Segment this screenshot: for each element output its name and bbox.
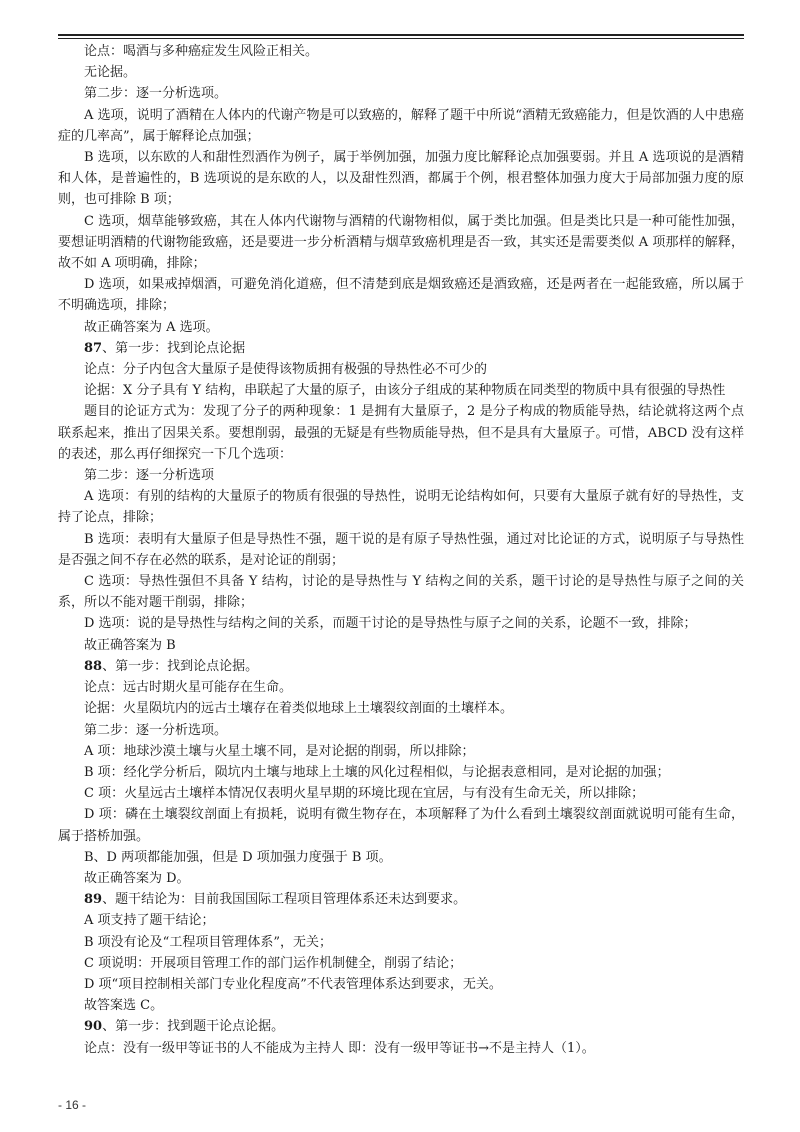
paragraph-text: D 选项：说的是导热性与结构之间的关系，而题干讨论的是导热性与原子之间的关系，论题不一致，排除； <box>84 616 697 632</box>
paragraph <box>58 741 744 762</box>
paragraph-text: 故正确答案为 B <box>84 637 176 653</box>
paragraph-text: 、第一步：找到论点论据。 <box>102 658 259 674</box>
paragraph-text: 第二步：逐一分析选项。 <box>84 722 228 738</box>
paragraph-text: 论点：分子内包含大量原子是使得该物质拥有极强的导热性必不可少的 <box>84 362 488 378</box>
paragraph <box>58 847 744 868</box>
paragraph-text: 论据：X 分子具有 Y 结构，串联起了大量的原子，由该分子组成的某种物质在同类型的物质中具有很强的导热性 <box>84 383 726 399</box>
paragraph <box>58 105 744 147</box>
paragraph <box>58 656 744 677</box>
paragraph-text: 论点：没有一级甲等证书的人不能成为主持人 即：没有一级甲等证书→不是主持人（1）。 <box>84 1040 595 1056</box>
paragraph <box>58 1016 744 1037</box>
question-number: 90 <box>84 1019 103 1035</box>
paragraph-text: 故答案选 C。 <box>84 998 164 1014</box>
paragraph <box>58 698 744 719</box>
header-rule-thick <box>58 34 744 36</box>
paragraph-text: C 选项：导热性强但不具备 Y 结构，讨论的是导热性与 Y 结构之间的关系，题干讨论的是导热性与原子之间的关系，所以不能对题干削弱，排除； <box>58 574 744 611</box>
paragraph <box>58 380 744 401</box>
paragraph-text: 题目的论证方式为：发现了分子的两种现象：1 是拥有大量原子，2 是分子构成的物质能导热，结论就将这两个点联系起来，推出了因果关系。要想削弱，最强的无疑是有些物质能导热，但不是具有大量原子。可惜，ABCD 没有这样的表述，那么再仔细探究一下几个选项： <box>58 404 744 462</box>
paragraph <box>58 359 744 380</box>
question-number: 87 <box>84 340 103 356</box>
paragraph <box>58 83 744 104</box>
paragraph-text: B 选项，以东欧的人和甜性烈酒作为例子，属于举例加强，加强力度比解释论点加强要弱。并且 A 选项说的是酒精和人体，是普遍性的，B 选项说的是东欧的人，以及甜性烈酒，都属于个例，根君整体加强力度大于局部加强力度的原则，也可排除 B 项； <box>58 150 744 208</box>
paragraph <box>58 317 744 338</box>
paragraph-text: C 选项，烟草能够致癌，其在人体内代谢物与酒精的代谢物相似，属于类比加强。但是类比只是一种可能性加强，要想证明酒精的代谢物能致癌，还是要进一步分析酒精与烟草致癌机理是否一致，其实还是需要类似 A 项那样的解释，故不如 A 项明确，排除； <box>58 213 744 272</box>
paragraph <box>58 932 744 953</box>
paragraph-text: A 选项：有别的结构的大量原子的物质有很强的导热性，说明无论结构如何，只要有大量原子就有好的导热性，支持了论点，排除； <box>58 489 744 526</box>
paragraph <box>58 613 744 634</box>
paragraph <box>58 868 744 889</box>
header-rule-thin <box>58 38 744 39</box>
paragraph-text: 论据：火星陨坑内的远古土壤存在着类似地球上土壤裂纹剖面的土壤样本。 <box>84 701 514 717</box>
paragraph-text: B、D 两项都能加强，但是 D 项加强力度强于 B 项。 <box>84 849 392 865</box>
paragraph <box>58 338 744 359</box>
paragraph-text: 无论据。 <box>84 65 137 81</box>
paragraph <box>58 762 744 783</box>
paragraph <box>58 274 744 316</box>
question-number: 89 <box>84 892 103 908</box>
paragraph <box>58 804 744 846</box>
paragraph-text: C 项：火星远古土壤样本情况仅表明火星早期的环境比现在宜居，与有没有生命无关，所以排除； <box>84 786 645 802</box>
paragraph <box>58 211 744 275</box>
paragraph <box>58 401 744 465</box>
paragraph <box>58 571 744 613</box>
paragraph-text: 、题干结论为：目前我国国际工程项目管理体系还未达到要求。 <box>102 892 467 908</box>
paragraph-text: B 选项：表明有大量原子但是导热性不强，题干说的是有原子导热性强，通过对比论证的方式，说明原子与导热性是否强之间不存在必然的联系，是对论证的削弱； <box>58 531 744 568</box>
paragraph-text: 、第一步：找到论点论据 <box>102 340 246 356</box>
paragraph <box>58 910 744 931</box>
paragraph-text: 第二步：逐一分析选项 <box>84 468 215 484</box>
question-number: 88 <box>84 658 103 674</box>
paragraph <box>58 41 744 62</box>
paragraph-text: B 项没有论及“工程项目管理体系”，无关； <box>84 934 332 950</box>
paragraph <box>58 635 744 656</box>
paragraph <box>58 974 744 995</box>
paragraph <box>58 529 744 571</box>
paragraph-text: D 选项，如果戒掉烟酒，可避免消化道癌，但不清楚到底是烟致癌还是酒致癌，还是两者在一起能致癌，所以属于不明确选项，排除； <box>58 277 744 314</box>
paragraph-text: C 项说明：开展项目管理工作的部门运作机制健全，削弱了结论； <box>84 955 463 971</box>
paragraph-text: 故正确答案为 D。 <box>84 870 190 886</box>
paragraph <box>58 465 744 486</box>
paragraph <box>58 953 744 974</box>
paragraph <box>58 62 744 83</box>
paragraph-text: 论点：喝酒与多种癌症发生风险正相关。 <box>84 44 319 59</box>
paragraph-text: D 项：磷在土壤裂纹剖面上有损耗，说明有微生物存在，本项解释了为什么看到土壤裂纹剖面就说明可能有生命，属于搭桥加强。 <box>58 807 744 844</box>
paragraph-text: A 项：地球沙漠土壤与火星土壤不同，是对论据的削弱，所以排除； <box>84 743 475 759</box>
paragraph-text: D 项“项目控制相关部门专业化程度高”不代表管理体系达到要求，无关。 <box>84 976 502 992</box>
document-body <box>58 41 744 1059</box>
paragraph <box>58 486 744 528</box>
paragraph <box>58 147 744 211</box>
paragraph <box>58 783 744 804</box>
paragraph-text: 论点：远古时期火星可能存在生命。 <box>84 680 293 696</box>
paragraph-text: A 选项，说明了酒精在人体内的代谢产物是可以致癌的，解释了题干中所说“酒精无致癌能力，但是饮酒的人中患癌症的几率高”，属于解释论点加强； <box>58 107 744 144</box>
paragraph <box>58 677 744 698</box>
paragraph-text: B 项：经化学分析后，陨坑内土壤与地球上土壤的风化过程相似，与论据表意相同，是对论据的加强； <box>84 764 670 780</box>
page-number: - 16 - <box>58 1098 87 1112</box>
paragraph <box>58 720 744 741</box>
paragraph-text: 故正确答案为 A 选项。 <box>84 319 219 335</box>
paragraph-text: A 项支持了题干结论； <box>84 913 215 929</box>
paragraph <box>58 1038 744 1059</box>
paragraph <box>58 995 744 1016</box>
paragraph-text: 第二步：逐一分析选项。 <box>84 86 228 102</box>
paragraph-text: 、第一步：找到题干论点论据。 <box>102 1019 285 1035</box>
paragraph <box>58 889 744 910</box>
